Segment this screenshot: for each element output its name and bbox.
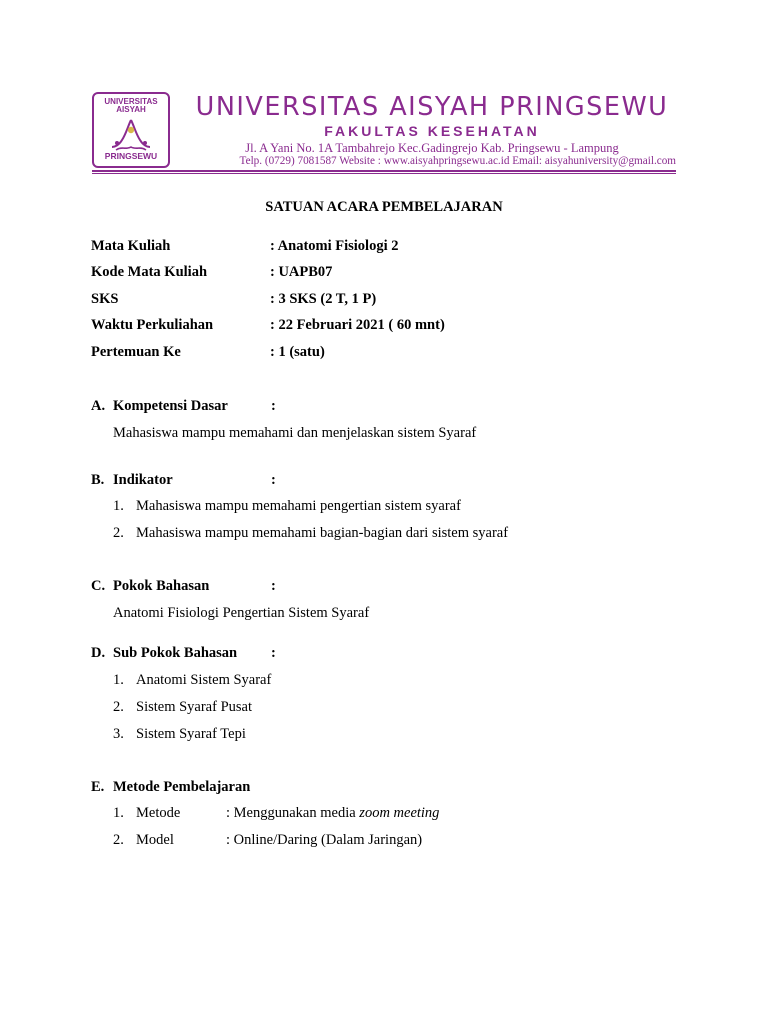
section-c-colon: : — [271, 578, 276, 594]
university-contact: Telp. (0729) 7081587 Website : www.aisyahpringsewu.ac.id Email: aisyahuniversity@gmail.com — [239, 155, 676, 167]
section-c-heading: Pokok Bahasan — [113, 578, 210, 594]
document-title: SATUAN ACARA PEMBELAJARAN — [265, 199, 503, 215]
method-value — [226, 804, 439, 822]
section-a-text: Mahasiswa mampu memahami dan menjelaskan sistem Syaraf — [113, 425, 477, 441]
faculty-name: FAKULTAS KESEHATAN — [324, 123, 540, 139]
section-a-heading: Kompetensi Dasar — [113, 398, 228, 414]
logo-top-text: UNIVERSITAS AISYAH — [104, 97, 158, 114]
list-item: Mahasiswa mampu memahami pengertian sistem syaraf — [136, 498, 461, 514]
info-value-sks: : 3 SKS (2 T, 1 P) — [270, 291, 377, 307]
info-value-kode: : UAPB07 — [270, 264, 333, 280]
section-a-colon: : — [271, 398, 276, 414]
logo-bottom-text: PRINGSEWU — [104, 150, 158, 161]
info-label-waktu: Waktu Perkuliahan — [91, 317, 214, 333]
list-item-number: 1. — [113, 805, 124, 821]
list-item: Sistem Syaraf Pusat — [136, 699, 252, 715]
logo-emblem-icon — [108, 116, 154, 154]
section-d-heading: Sub Pokok Bahasan — [113, 645, 238, 661]
info-label-kode: Kode Mata Kuliah — [91, 264, 208, 280]
list-item-number: 2. — [113, 525, 124, 541]
info-value-pertemuan: : 1 (satu) — [270, 344, 325, 360]
section-b-letter: B. — [91, 472, 105, 488]
info-label-mata-kuliah: Mata Kuliah — [91, 238, 171, 254]
section-b-colon: : — [271, 472, 276, 488]
university-name: UNIVERSITAS AISYAH PRINGSEWU — [195, 92, 669, 122]
section-d-colon: : — [271, 645, 276, 661]
list-item: Mahasiswa mampu memahami bagian-bagian dari sistem syaraf — [136, 525, 509, 541]
method-value-italic: zoom meeting — [359, 805, 440, 821]
list-item-number: 1. — [113, 498, 124, 514]
letterhead-divider — [92, 170, 676, 172]
info-value-waktu: : 22 Februari 2021 ( 60 mnt) — [270, 317, 445, 333]
info-value-mata-kuliah: : Anatomi Fisiologi 2 — [270, 238, 399, 254]
method-label: Metode — [136, 805, 181, 821]
section-c-letter: C. — [91, 578, 106, 594]
university-address: Jl. A Yani No. 1A Tambahrejo Kec.Gadingrejo Kab. Pringsewu - Lampung — [245, 141, 619, 155]
list-item-number: 2. — [113, 832, 124, 848]
letterhead — [92, 92, 676, 178]
model-label: Model — [136, 832, 174, 848]
university-logo — [92, 92, 170, 168]
list-item-number: 1. — [113, 672, 124, 688]
list-item-number: 2. — [113, 699, 124, 715]
info-label-pertemuan: Pertemuan Ke — [91, 344, 181, 360]
section-b-heading: Indikator — [113, 472, 173, 488]
section-e-letter: E. — [91, 779, 105, 795]
list-item-number: 3. — [113, 726, 124, 742]
letterhead-divider-thin — [92, 173, 676, 174]
section-c-text: Anatomi Fisiologi Pengertian Sistem Syaraf — [113, 605, 370, 621]
section-a-letter: A. — [91, 398, 106, 414]
section-e-heading: Metode Pembelajaran — [113, 779, 251, 795]
model-value: : Online/Daring (Dalam Jaringan) — [226, 832, 423, 848]
section-d-letter: D. — [91, 645, 106, 661]
list-item: Sistem Syaraf Tepi — [136, 726, 246, 742]
list-item: Anatomi Sistem Syaraf — [136, 672, 272, 688]
method-value-text: : Menggunakan media — [226, 805, 360, 821]
info-label-sks: SKS — [91, 291, 119, 307]
